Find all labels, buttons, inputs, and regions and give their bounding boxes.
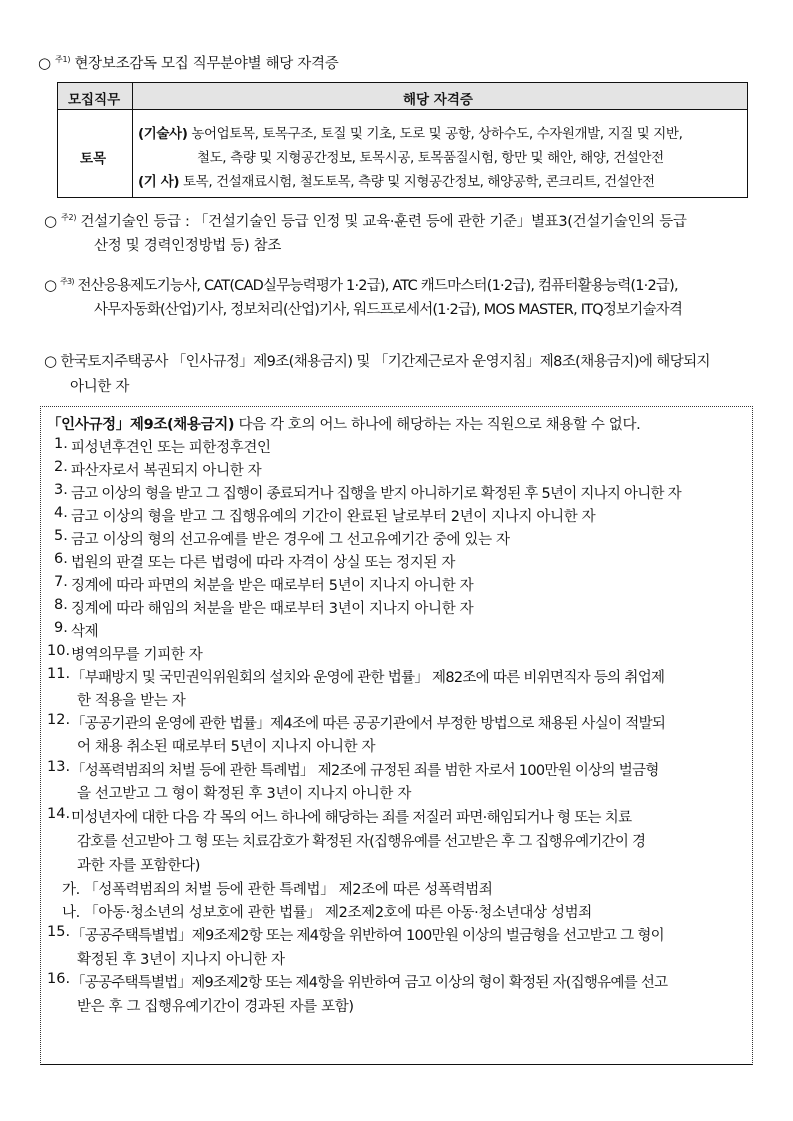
item-number: 7.: [54, 574, 68, 590]
footnote-marker: 주2): [61, 213, 77, 222]
item-number: 13.: [47, 759, 71, 775]
table-row: [138, 122, 682, 142]
regulation-intro: 다음 각 호의 어느 하나에 해당하는 자는 직원으로 채용할 수 없다.: [238, 417, 641, 433]
table-row-cont: 철도, 측량 및 지형공간정보, 토목시공, 토목품질시험, 항만 및 해안, 해양, 건설안전: [197, 150, 664, 166]
item-number: 4.: [54, 505, 68, 521]
item-number: 16.: [47, 971, 71, 987]
job-civil: 토목: [80, 151, 107, 167]
note-3-cont: 사무자동화(산업)기사, 정보처리(산업)기사, 워드프로세서(1·2급), MOS MASTER, ITQ정보기술자격: [94, 302, 683, 318]
item-number: 3.: [54, 482, 68, 498]
bullet-circle: ○: [44, 352, 57, 370]
list-item: 「공공기관의 운영에 관한 법률」제4조에 따른 공공기관에서 부정한 방법으로 채용된 사실이 적발되: [71, 716, 666, 732]
regulation-heading: [47, 413, 640, 434]
list-item: 「성폭력범죄의 처벌 등에 관한 특례법」 제2조에 규정된 죄를 범한 자로서 100만원 이상의 벌금형: [71, 763, 659, 779]
item-number: 15.: [47, 924, 71, 940]
list-item: 법원의 판결 또는 다른 법령에 따라 자격이 상실 또는 정지된 자: [71, 555, 456, 571]
sub-item: 가. 「성폭력범죄의 처벌 등에 관한 특례법」 제2조에 따른 성폭력범죄: [62, 882, 493, 898]
bullet-circle: ○: [44, 276, 57, 294]
list-item-cont: 감호를 선고받아 그 형 또는 치료감호가 확정된 자(집행유예를 선고받은 후 그 집행유예기간이 경: [77, 834, 646, 850]
list-item-cont: 을 선고받고 그 형이 확정된 후 3년이 지나지 아니한 자: [77, 786, 412, 802]
item-number: 8.: [54, 597, 68, 613]
list-item: 금고 이상의 형을 받고 그 집행유예의 기간이 완료된 날로부터 2년이 지나지 아니한 자: [71, 509, 596, 525]
table-row: [138, 170, 655, 190]
list-item: 피성년후견인 또는 피한정후견인: [71, 440, 271, 456]
note-4-cont: 아니한 자: [70, 379, 130, 395]
table-divider: [132, 83, 133, 197]
list-item: 「공공주택특별법」제9조제2항 또는 제4항을 위반하여 금고 이상의 형이 확정된 자(집행유예를 선고: [71, 975, 668, 991]
qualification-table: [57, 82, 748, 198]
item-number: 10.: [47, 643, 71, 659]
item-number: 2.: [54, 459, 68, 475]
row-label: (기 사): [138, 174, 180, 190]
note-1: [38, 52, 338, 73]
list-item: 미성년자에 대한 다음 각 목의 어느 하나에 해당하는 죄를 저질러 파면·해임되거나 형 또는 치료: [71, 810, 632, 826]
list-item: 병역의무를 기피한 자: [71, 647, 203, 663]
footnote-marker: 주3): [60, 277, 74, 286]
note-2-text: 건설기술인 등급 : 「건설기술인 등급 인정 및 교육·훈련 등에 관한 기준」별표3(건설기술인의 등급: [80, 214, 687, 230]
note-4-text: 한국토지주택공사 「인사규정」제9조(채용금지) 및 「기간제근로자 운영지침」제8조(채용금지)에 해당되지: [60, 354, 710, 370]
item-number: 14.: [47, 806, 71, 822]
regulation-title: 「인사규정」제9조(채용금지): [47, 417, 235, 433]
list-item: 금고 이상의 형을 받고 그 집행이 종료되거나 집행을 받지 아니하기로 확정된 후 5년이 지나지 아니한 자: [71, 486, 681, 502]
list-item: 금고 이상의 형의 선고유예를 받은 경우에 그 선고유예기간 중에 있는 자: [71, 532, 510, 548]
list-item-cont: 어 채용 취소된 때로부터 5년이 지나지 아니한 자: [77, 739, 376, 755]
list-item-cont: 확정된 후 3년이 지나지 아니한 자: [77, 952, 285, 968]
sub-item: 나. 「아동·청소년의 성보호에 관한 법률」 제2조제2호에 따른 아동·청소년대상 성범죄: [62, 905, 592, 921]
item-number: 11.: [47, 666, 71, 682]
regulation-box: [40, 406, 753, 1065]
note-3-text: 전산응용제도기능사, CAT(CAD실무능력평가 1·2급), ATC 캐드마스터(1·2급), 컴퓨터활용능력(1·2급),: [77, 278, 678, 294]
header-certificates: 해당 자격증: [403, 92, 473, 108]
note-4: [44, 350, 710, 371]
list-item-cont: 받은 후 그 집행유예기간이 경과된 자를 포함): [77, 999, 354, 1015]
header-job: 모집직무: [68, 92, 121, 108]
note-2-cont: 산정 및 경력인정방법 등) 참조: [94, 238, 282, 254]
footnote-marker: 주1): [55, 55, 71, 64]
note-3: [44, 274, 678, 295]
note-1-text: 현장보조감독 모집 직무분야별 해당 자격증: [74, 56, 339, 72]
list-item: 삭제: [71, 624, 99, 640]
list-item: 「부패방지 및 국민권익위원회의 설치와 운영에 관한 법률」 제82조에 따른 비위면직자 등의 취업제: [71, 670, 665, 686]
note-2: [44, 210, 687, 231]
item-number: 1.: [54, 436, 68, 452]
list-item-cont: 한 적용을 받는 자: [77, 693, 186, 709]
list-item: 「공공주택특별법」제9조제2항 또는 제4항을 위반하여 100만원 이상의 벌금형을 선고받고 그 형이: [71, 928, 664, 944]
item-number: 9.: [54, 620, 68, 636]
bullet-circle: ○: [44, 212, 57, 230]
row-text: 토목, 건설재료시험, 철도토목, 측량 및 지형공간정보, 해양공학, 콘크리트, 건설안전: [183, 174, 655, 190]
item-number: 5.: [54, 528, 68, 544]
row-text: 농어업토목, 토목구조, 토질 및 기초, 도로 및 공항, 상하수도, 수자원개발, 지질 및 지반,: [191, 126, 683, 142]
list-item: 징계에 따라 해임의 처분을 받은 때로부터 3년이 지나지 아니한 자: [71, 601, 474, 617]
list-item: 징계에 따라 파면의 처분을 받은 때로부터 5년이 지나지 아니한 자: [71, 578, 474, 594]
item-number: 6.: [54, 551, 68, 567]
list-item-cont: 과한 자를 포함한다): [77, 858, 201, 874]
bullet-circle: ○: [38, 54, 51, 72]
list-item: 파산자로서 복권되지 아니한 자: [71, 463, 262, 479]
row-label: (기술사): [138, 126, 188, 142]
item-number: 12.: [47, 712, 71, 728]
